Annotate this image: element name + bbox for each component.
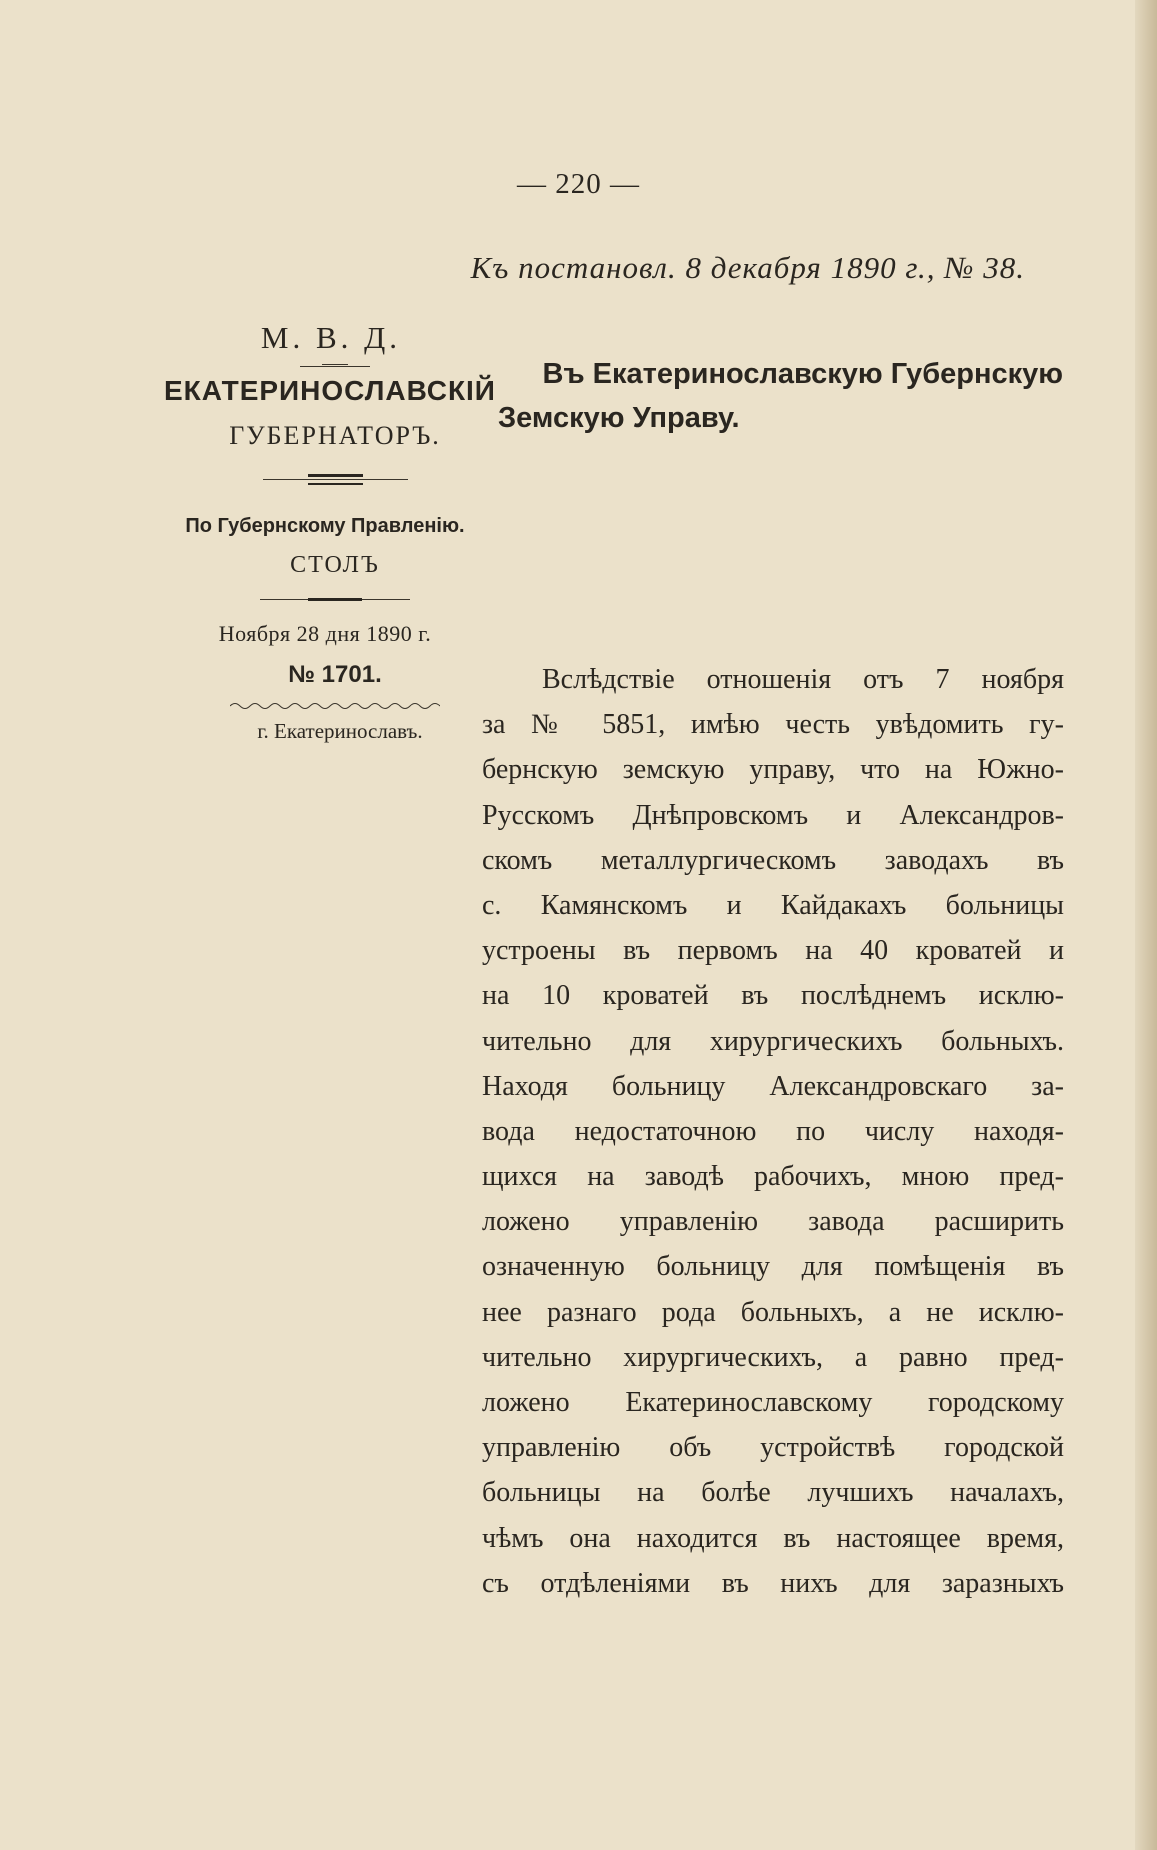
- office-name: ЕКАТЕРИНОСЛАВСКІЙ: [164, 375, 496, 406]
- body-line: за № 5851, имѣю честь увѣдомить гу-: [482, 709, 1064, 741]
- department: По Губернскому Правленію.: [185, 515, 465, 537]
- body-line: чѣмъ она находится въ настоящее время,: [482, 1522, 1064, 1554]
- body-line: вода недостаточною по числу находя-: [482, 1115, 1064, 1147]
- body-line: щихся на заводѣ рабочихъ, мною пред-: [482, 1161, 1064, 1193]
- body-line: Русскомъ Днѣпровскомъ и Александров-: [482, 799, 1064, 831]
- body-line: на 10 кроватей въ послѣднемъ исклю-: [482, 980, 1064, 1012]
- letter-date: Ноября 28 дня 1890 г.: [218, 621, 432, 646]
- resolution-reference: Къ постановл. 8 декабря 1890 г., № 38.: [470, 250, 1025, 285]
- body-line: Вслѣдствіе отношенія отъ 7 ноября: [542, 664, 1064, 695]
- wavy-divider: [230, 701, 440, 711]
- divider: [300, 366, 370, 367]
- body-line: управленію объ устройствѣ городской: [482, 1432, 1064, 1464]
- addressee-line: Земскую Управу.: [498, 402, 740, 434]
- body-line: Находя больницу Александровскаго за-: [482, 1070, 1064, 1102]
- ministry-abbreviation: М. В. Д.: [260, 320, 402, 355]
- body-line: нее разнаго рода больныхъ, а не исклю-: [482, 1296, 1064, 1328]
- body-line: бернскую земскую управу, что на Южно-: [482, 754, 1064, 786]
- sender-block: [164, 320, 496, 744]
- addressee: [498, 352, 1063, 440]
- page-number: — 220 —: [517, 168, 640, 200]
- office-title: ГУБЕРНАТОРЪ.: [229, 421, 441, 450]
- letter-number: № 1701.: [288, 661, 382, 688]
- body-line: означенную больницу для помѣщенія въ: [482, 1251, 1064, 1283]
- letter-city: г. Екатеринославъ.: [257, 719, 423, 743]
- body-line: чительно для хирургическихъ больныхъ.: [482, 1025, 1064, 1057]
- body-line: ложено управленію завода расширить: [482, 1206, 1064, 1238]
- body-line: съ отдѣленіями въ нихъ для заразныхъ: [482, 1567, 1064, 1599]
- letter-body: [482, 657, 1064, 1606]
- divider: [263, 473, 408, 487]
- addressee-line: Въ Екатеринославскую Губернскую: [542, 358, 1063, 390]
- divider: [260, 595, 410, 605]
- body-line: чительно хирургическихъ, а равно пред-: [482, 1341, 1064, 1373]
- page-edge: [1135, 0, 1157, 1850]
- desk-label: СТОЛЪ: [290, 552, 380, 578]
- body-line: скомъ металлургическомъ заводахъ въ: [482, 844, 1064, 876]
- body-line: больницы на болѣе лучшихъ началахъ,: [482, 1477, 1064, 1509]
- body-line: устроены въ первомъ на 40 кроватей и: [482, 935, 1064, 967]
- body-line: с. Камянскомъ и Кайдакахъ больницы: [482, 889, 1064, 921]
- body-line: ложено Екатеринославскому городскому: [482, 1387, 1064, 1418]
